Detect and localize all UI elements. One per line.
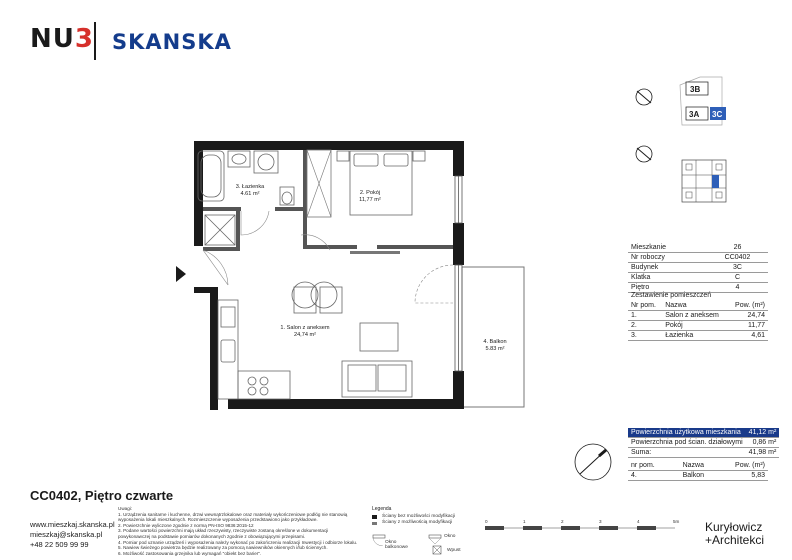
website-link[interactable]: www.mieszkaj.skanska.pl (30, 520, 115, 529)
keyplan-label-3a: 3A (689, 110, 700, 119)
floor-keyplan (630, 140, 730, 205)
scale-tick-2: 2 (561, 519, 564, 524)
architect-logo: Kuryłowicz +Architekci (705, 520, 765, 547)
legend-title: Legenda (372, 506, 392, 512)
legend-balcony-window: Okno balkonowe (385, 540, 408, 550)
dining-table (292, 282, 342, 313)
scale-bar (484, 524, 684, 532)
info-row: Budynek 3C (628, 263, 768, 273)
scale-tick-1: 1 (523, 519, 526, 524)
room-label-bathroom: 3. Łazienka 4.61 m² (235, 184, 265, 197)
windows (455, 176, 462, 371)
exterior-walls (194, 141, 464, 410)
coffee-table (360, 323, 398, 351)
table-row: 4. Balkon 5,83 (628, 471, 768, 481)
legend-partition-wall: Ściany z możliwością modyfikacji (382, 520, 453, 525)
sofa (342, 361, 412, 397)
shaft (307, 150, 331, 217)
keyplan-label-3c: 3C (712, 110, 723, 119)
keyplan-label-3b: 3B (690, 85, 701, 94)
balcony-outline (462, 267, 524, 407)
balcony-summary-table (628, 461, 768, 481)
rooms-summary-title: Zestawienie pomieszczeń (631, 292, 712, 299)
scale-tick-0: 0 (485, 519, 488, 524)
info-row: Piętro 4 (628, 283, 768, 293)
logo-divider (94, 22, 96, 60)
compass-icon (572, 441, 614, 483)
scale-tick-4: 4 (637, 519, 640, 524)
table-header: Nr pom. Nazwa Pow. (m²) (628, 301, 768, 311)
legend-partition-wall-swatch (372, 522, 377, 525)
totals-table (628, 428, 779, 458)
usable-area-row: Powierzchnia użytkowa mieszkania 41,12 m² (628, 428, 779, 438)
entry-arrow-icon (174, 264, 188, 284)
info-row: Klatka C (628, 273, 768, 283)
room-label-living: 1. Salon z aneksem 24,74 m² (280, 325, 330, 338)
phone-number: +48 22 509 99 99 (30, 540, 89, 549)
site-keyplan (630, 75, 730, 130)
scale-tick-5: 5m (673, 519, 680, 524)
interior-walls (203, 150, 453, 251)
partition-area-row: Powierzchnia pod ścian. działowymi 0,86 m² (628, 438, 779, 448)
table-row: 1. Salon z aneksem 24,74 (628, 311, 768, 321)
sum-row: Suma: 41,98 m² (628, 448, 779, 458)
table-header: nr pom. Nazwa Pow. (m²) (628, 461, 768, 471)
bed (337, 151, 425, 215)
nu3-logo: NU3 (30, 24, 94, 54)
rooms-summary-table (628, 301, 768, 341)
room-label-bedroom: 2. Pokój 11,77 m² (359, 190, 381, 203)
info-row: Nr roboczy CC0402 (628, 253, 768, 263)
contact-info (30, 520, 115, 550)
notes: Uwagi: 1. Urządzenia sanitarne i kuchenne, drzwi wewnątrzlokalowe oraz materiały wykończeniowe podłóg nie stanowią wyposażenia lokali mieszkalnych. Rozmieszczenie wyposażenia przedstawiono jako przykładowe. 2. Powierzchnie wyliczone zgodnie z normą PN-ISO 9836:2015-12 3. Podane wartości powierzchni mają układ rzeczywisty, rzeczywiste zostaną określone w dokumentacji powykonawczej na podstawie pomiarów dokonanych zgodnie z obowiązującymi przepisami. 4. Pomiar pod uznanie urządzeń i wyposażenia należy wykonać po zakończeniu realizacji Inwestycji i odbiorze lokalu. 5. Nawiew świeżego powietrza będzie realizowany za pomocą nawiewników okiennych i/lub ściennych. 6. Możliwość zastosowania grzejnika lub wymagań "obiekt bez barier". (118, 506, 358, 556)
page-title: CC0402, Piętro czwarte (30, 488, 174, 503)
room-label-balcony: 4. Balkon 5.83 m² (483, 339, 507, 352)
apartment-info-table (628, 243, 768, 293)
scale-tick-3: 3 (599, 519, 602, 524)
skanska-logo: SKANSKA (112, 30, 232, 54)
info-row: Mieszkanie 26 (628, 243, 768, 253)
bathroom-door (241, 211, 269, 235)
table-row: 2. Pokój 11,77 (628, 321, 768, 331)
balcony-window-icon (372, 534, 386, 546)
legend-structural-wall-swatch (372, 515, 377, 519)
bathroom-fixtures (198, 151, 294, 245)
legend-structural-wall: Ściany bez możliwości modyfikacji (382, 514, 456, 519)
legend-window: Okno (444, 534, 456, 539)
balcony-door (415, 265, 453, 303)
floor-plan (170, 135, 535, 420)
wardrobe (350, 251, 400, 254)
drain-icon (432, 545, 442, 555)
kitchen (218, 300, 290, 399)
legend-drain: Wpust (447, 548, 461, 553)
email-link[interactable]: mieszkaj@skanska.pl (30, 530, 103, 539)
table-row: 3. Łazienka 4,61 (628, 331, 768, 341)
